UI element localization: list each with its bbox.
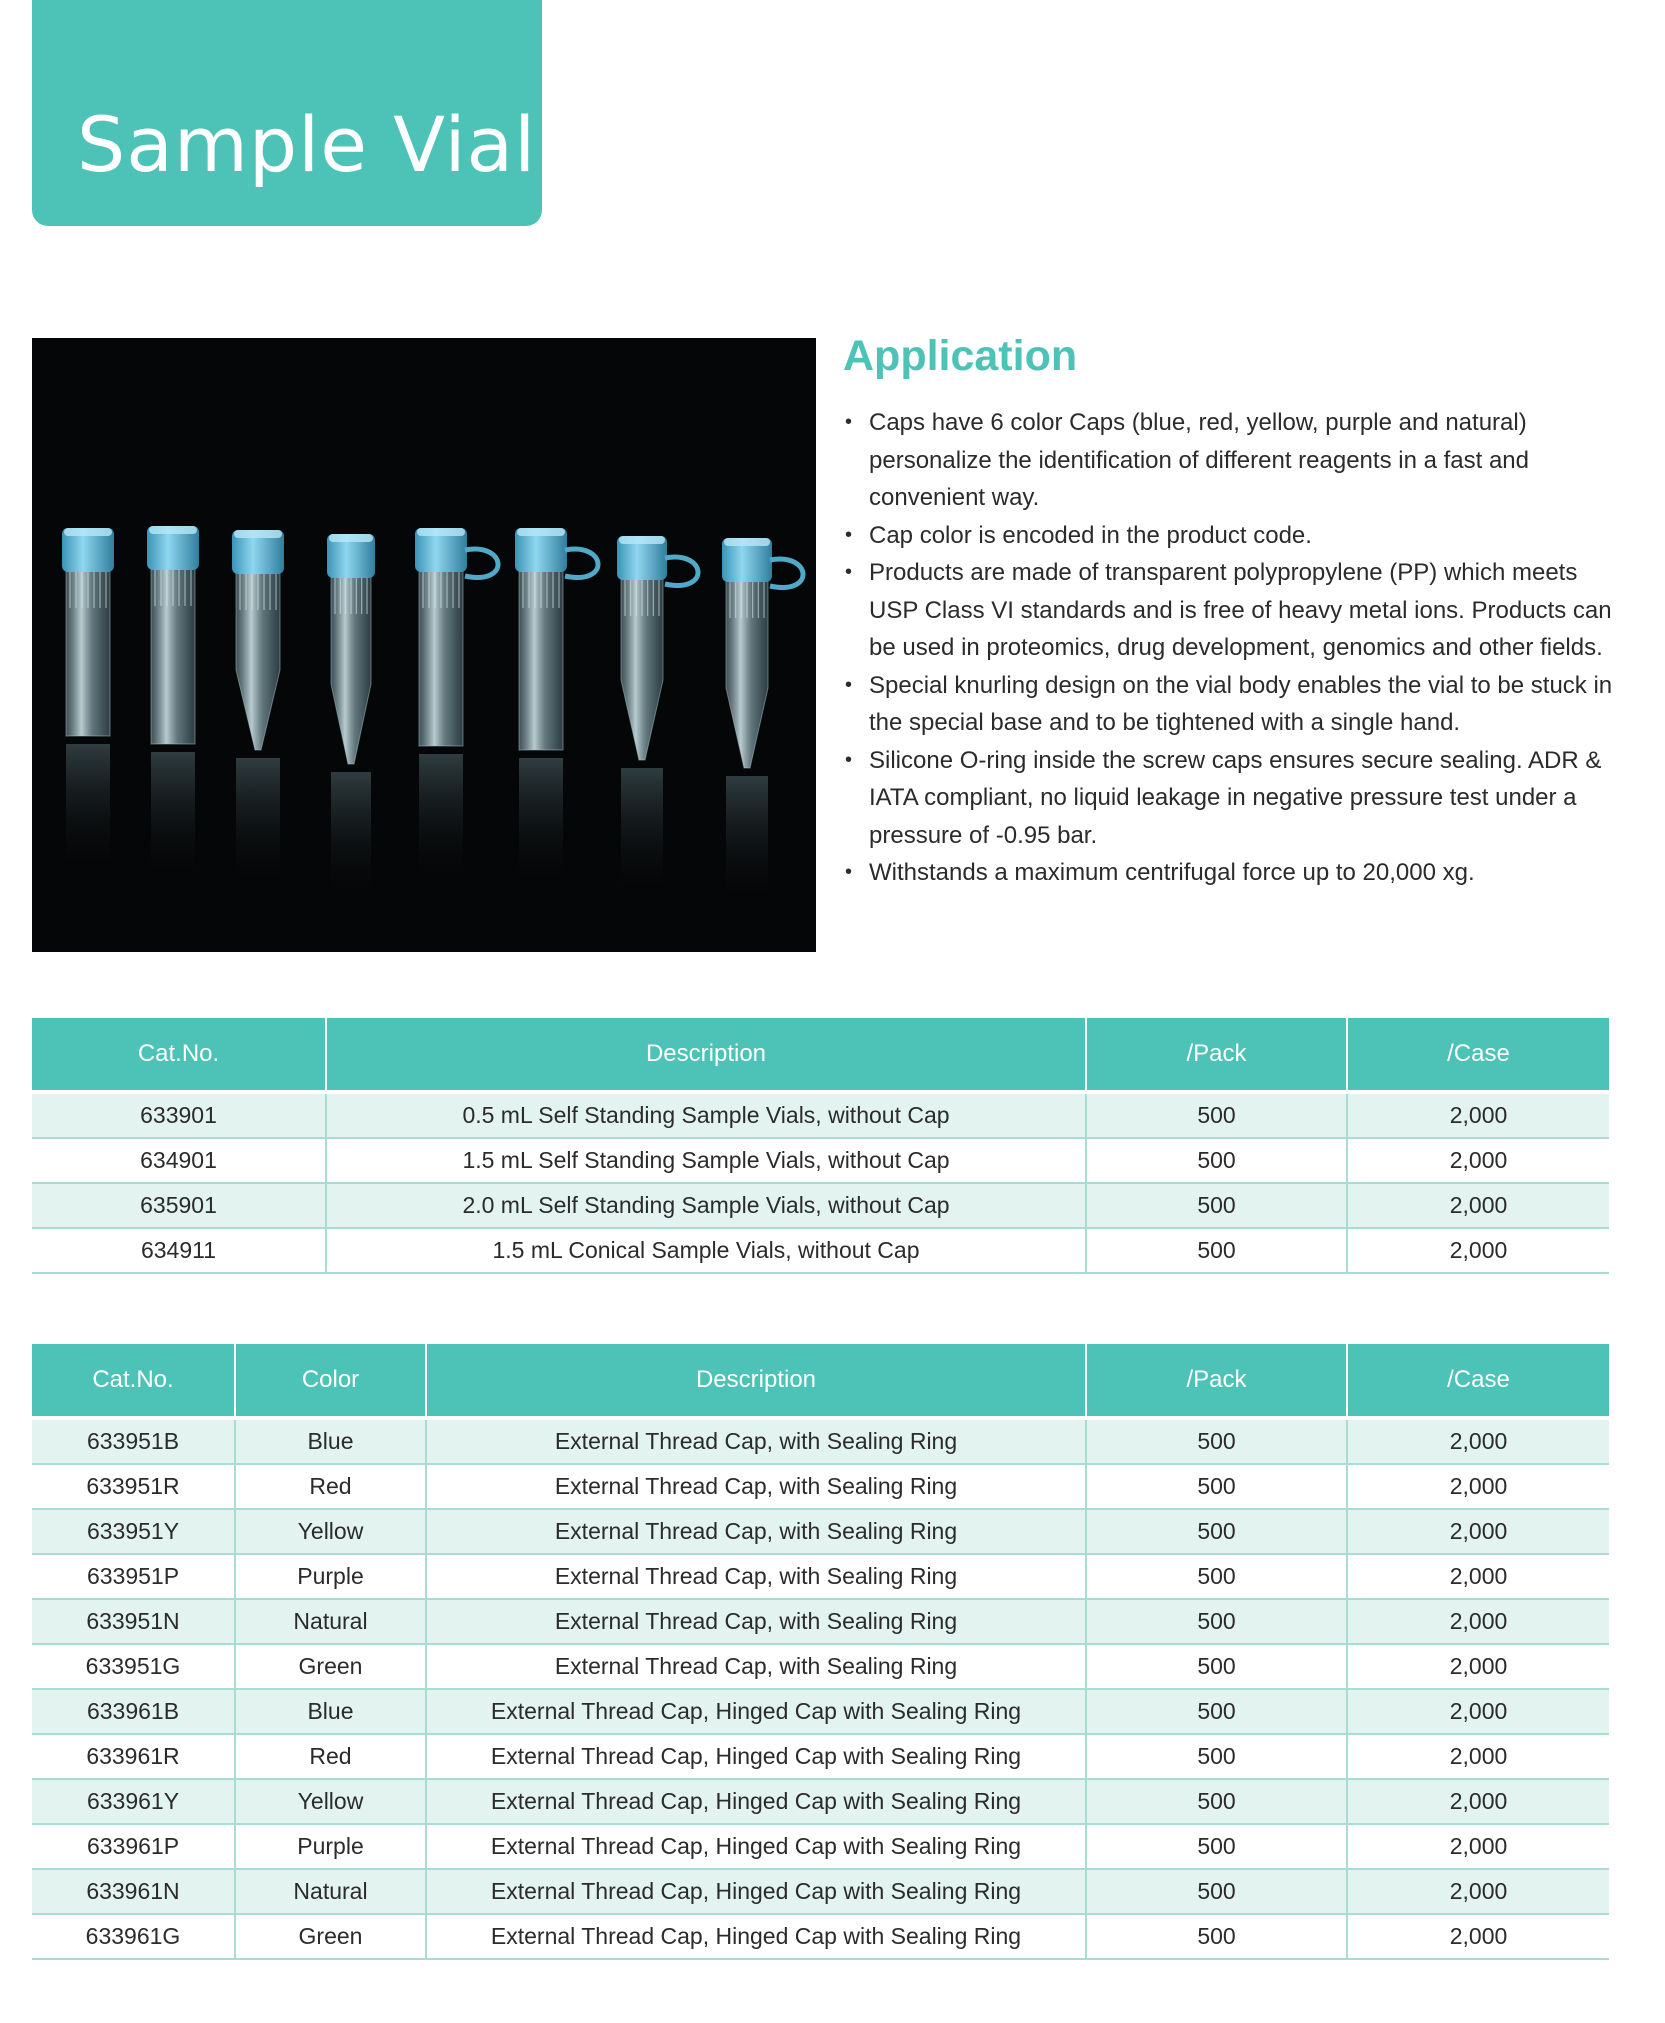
vials-table bbox=[32, 1018, 1609, 1274]
table-row bbox=[32, 1734, 1609, 1779]
cap-rim bbox=[234, 530, 282, 538]
cell-case: 2,000 bbox=[1347, 1824, 1609, 1869]
cell-description: 0.5 mL Self Standing Sample Vials, without Cap bbox=[326, 1092, 1086, 1138]
vial-reflection bbox=[66, 744, 110, 874]
cap-rim bbox=[329, 534, 373, 542]
cell-description: External Thread Cap, with Sealing Ring bbox=[426, 1509, 1086, 1554]
cell-cat-no: 633951R bbox=[32, 1464, 235, 1509]
cell-case: 2,000 bbox=[1347, 1092, 1609, 1138]
cell-color: Purple bbox=[235, 1824, 426, 1869]
title-banner bbox=[32, 0, 542, 226]
cell-case: 2,000 bbox=[1347, 1869, 1609, 1914]
page-title: Sample Vial bbox=[77, 100, 537, 189]
cell-cat-no: 633951G bbox=[32, 1644, 235, 1689]
cell-description: External Thread Cap, with Sealing Ring bbox=[426, 1464, 1086, 1509]
vial-reflection bbox=[236, 758, 280, 888]
vial bbox=[327, 534, 375, 902]
cell-description: External Thread Cap, Hinged Cap with Sealing Ring bbox=[426, 1779, 1086, 1824]
cell-case: 2,000 bbox=[1347, 1183, 1609, 1228]
cell-description: 2.0 mL Self Standing Sample Vials, without Cap bbox=[326, 1183, 1086, 1228]
cell-pack: 500 bbox=[1086, 1914, 1347, 1959]
table-row bbox=[32, 1824, 1609, 1869]
hinge-strap bbox=[565, 549, 598, 577]
table-row bbox=[32, 1779, 1609, 1824]
vial bbox=[147, 526, 199, 882]
cell-cat-no: 633951P bbox=[32, 1554, 235, 1599]
cell-case: 2,000 bbox=[1347, 1644, 1609, 1689]
cell-pack: 500 bbox=[1086, 1092, 1347, 1138]
cell-case: 2,000 bbox=[1347, 1689, 1609, 1734]
cell-cat-no: 634901 bbox=[32, 1138, 326, 1183]
column-header-case: /Case bbox=[1347, 1344, 1609, 1418]
list-item: • Cap color is encoded in the product code. bbox=[843, 517, 1623, 555]
cell-cat-no: 633901 bbox=[32, 1092, 326, 1138]
cell-case: 2,000 bbox=[1347, 1138, 1609, 1183]
cell-pack: 500 bbox=[1086, 1418, 1347, 1464]
vial-reflection bbox=[519, 758, 563, 888]
cell-pack: 500 bbox=[1086, 1734, 1347, 1779]
vial bbox=[515, 528, 598, 888]
cell-case: 2,000 bbox=[1347, 1914, 1609, 1959]
column-header-pack: /Pack bbox=[1086, 1344, 1347, 1418]
column-header-pack: /Pack bbox=[1086, 1018, 1347, 1092]
cell-case: 2,000 bbox=[1347, 1418, 1609, 1464]
cell-color: Red bbox=[235, 1464, 426, 1509]
table-row bbox=[32, 1689, 1609, 1734]
cell-pack: 500 bbox=[1086, 1869, 1347, 1914]
cap-rim bbox=[517, 528, 565, 536]
cell-color: Natural bbox=[235, 1599, 426, 1644]
cell-case: 2,000 bbox=[1347, 1554, 1609, 1599]
cell-cat-no: 633951N bbox=[32, 1599, 235, 1644]
cell-case: 2,000 bbox=[1347, 1464, 1609, 1509]
column-header-color: Color bbox=[235, 1344, 426, 1418]
cap-rim bbox=[724, 538, 770, 546]
cell-case: 2,000 bbox=[1347, 1509, 1609, 1554]
table-row bbox=[32, 1599, 1609, 1644]
cell-description: 1.5 mL Conical Sample Vials, without Cap bbox=[326, 1228, 1086, 1273]
vial-reflection bbox=[726, 776, 768, 906]
table-row bbox=[32, 1183, 1609, 1228]
cell-cat-no: 635901 bbox=[32, 1183, 326, 1228]
cell-description: External Thread Cap, Hinged Cap with Sealing Ring bbox=[426, 1734, 1086, 1779]
table-row bbox=[32, 1509, 1609, 1554]
cell-pack: 500 bbox=[1086, 1228, 1347, 1273]
vial bbox=[617, 536, 698, 898]
cell-pack: 500 bbox=[1086, 1599, 1347, 1644]
cell-pack: 500 bbox=[1086, 1509, 1347, 1554]
cell-case: 2,000 bbox=[1347, 1228, 1609, 1273]
vial bbox=[722, 538, 803, 906]
list-item: • Caps have 6 color Caps (blue, red, yellow, purple and natural) personalize the identification of different reagents in a fast and convenient way. bbox=[843, 404, 1623, 517]
cell-cat-no: 633951B bbox=[32, 1418, 235, 1464]
cell-cat-no: 633961B bbox=[32, 1689, 235, 1734]
cap-rim bbox=[417, 528, 465, 536]
column-header-case: /Case bbox=[1347, 1018, 1609, 1092]
cell-color: Yellow bbox=[235, 1509, 426, 1554]
table-row bbox=[32, 1914, 1609, 1959]
cap-rim bbox=[64, 528, 112, 536]
cell-cat-no: 633961R bbox=[32, 1734, 235, 1779]
vial-reflection bbox=[151, 752, 195, 882]
column-header-description: Description bbox=[326, 1018, 1086, 1092]
list-item: • Special knurling design on the vial body enables the vial to be stuck in the special base and to be tightened with a single hand. bbox=[843, 667, 1623, 742]
cap-rim bbox=[149, 526, 197, 534]
cap-rim bbox=[619, 536, 665, 544]
cell-color: Red bbox=[235, 1734, 426, 1779]
cell-description: External Thread Cap, with Sealing Ring bbox=[426, 1418, 1086, 1464]
application-heading: Application bbox=[843, 332, 1078, 380]
cell-description: External Thread Cap, Hinged Cap with Sealing Ring bbox=[426, 1914, 1086, 1959]
cell-case: 2,000 bbox=[1347, 1599, 1609, 1644]
caps-table bbox=[32, 1344, 1609, 1960]
cell-description: 1.5 mL Self Standing Sample Vials, without Cap bbox=[326, 1138, 1086, 1183]
cell-pack: 500 bbox=[1086, 1779, 1347, 1824]
vial bbox=[232, 530, 284, 888]
hinge-strap bbox=[465, 549, 498, 577]
cell-cat-no: 633961G bbox=[32, 1914, 235, 1959]
table-row bbox=[32, 1138, 1609, 1183]
cell-color: Blue bbox=[235, 1689, 426, 1734]
cell-cat-no: 633951Y bbox=[32, 1509, 235, 1554]
cell-description: External Thread Cap, Hinged Cap with Sealing Ring bbox=[426, 1824, 1086, 1869]
cell-color: Green bbox=[235, 1644, 426, 1689]
table-row bbox=[32, 1418, 1609, 1464]
list-item: • Silicone O-ring inside the screw caps ensures secure sealing. ADR & IATA compliant, no liquid leakage in negative pressure test under a pressure of -0.95 bar. bbox=[843, 742, 1623, 855]
cell-cat-no: 633961Y bbox=[32, 1779, 235, 1824]
cell-description: External Thread Cap, with Sealing Ring bbox=[426, 1599, 1086, 1644]
cell-case: 2,000 bbox=[1347, 1779, 1609, 1824]
table-row bbox=[32, 1644, 1609, 1689]
cell-pack: 500 bbox=[1086, 1464, 1347, 1509]
vial-reflection bbox=[331, 772, 371, 902]
vial-reflection bbox=[419, 754, 463, 884]
cell-cat-no: 633961P bbox=[32, 1824, 235, 1869]
table-row bbox=[32, 1554, 1609, 1599]
vial bbox=[415, 528, 498, 884]
column-header-description: Description bbox=[426, 1344, 1086, 1418]
cell-color: Natural bbox=[235, 1869, 426, 1914]
list-item: • Withstands a maximum centrifugal force up to 20,000 xg. bbox=[843, 854, 1623, 892]
cell-pack: 500 bbox=[1086, 1644, 1347, 1689]
cell-color: Yellow bbox=[235, 1779, 426, 1824]
column-header-cat-no: Cat.No. bbox=[32, 1344, 235, 1418]
table-row bbox=[32, 1464, 1609, 1509]
cell-description: External Thread Cap, with Sealing Ring bbox=[426, 1644, 1086, 1689]
cell-case: 2,000 bbox=[1347, 1734, 1609, 1779]
cell-description: External Thread Cap, Hinged Cap with Sealing Ring bbox=[426, 1689, 1086, 1734]
column-header-cat-no: Cat.No. bbox=[32, 1018, 326, 1092]
cell-cat-no: 634911 bbox=[32, 1228, 326, 1273]
hinge-strap bbox=[665, 557, 698, 585]
cell-description: External Thread Cap, Hinged Cap with Sealing Ring bbox=[426, 1869, 1086, 1914]
cell-pack: 500 bbox=[1086, 1138, 1347, 1183]
cell-color: Blue bbox=[235, 1418, 426, 1464]
application-list bbox=[843, 404, 1623, 892]
vial-reflection bbox=[621, 768, 663, 898]
cell-description: External Thread Cap, with Sealing Ring bbox=[426, 1554, 1086, 1599]
cell-cat-no: 633961N bbox=[32, 1869, 235, 1914]
cell-pack: 500 bbox=[1086, 1689, 1347, 1734]
cell-color: Purple bbox=[235, 1554, 426, 1599]
cell-color: Green bbox=[235, 1914, 426, 1959]
product-photo bbox=[32, 338, 816, 952]
cell-pack: 500 bbox=[1086, 1183, 1347, 1228]
vial bbox=[62, 528, 114, 874]
list-item: • Products are made of transparent polypropylene (PP) which meets USP Class VI standards and is free of heavy metal ions. Products can be used in proteomics, drug development, genomics and other fields. bbox=[843, 554, 1623, 667]
cell-pack: 500 bbox=[1086, 1824, 1347, 1869]
table-row bbox=[32, 1869, 1609, 1914]
hinge-strap bbox=[770, 559, 803, 587]
table-row bbox=[32, 1092, 1609, 1138]
cell-pack: 500 bbox=[1086, 1554, 1347, 1599]
table-row bbox=[32, 1228, 1609, 1273]
